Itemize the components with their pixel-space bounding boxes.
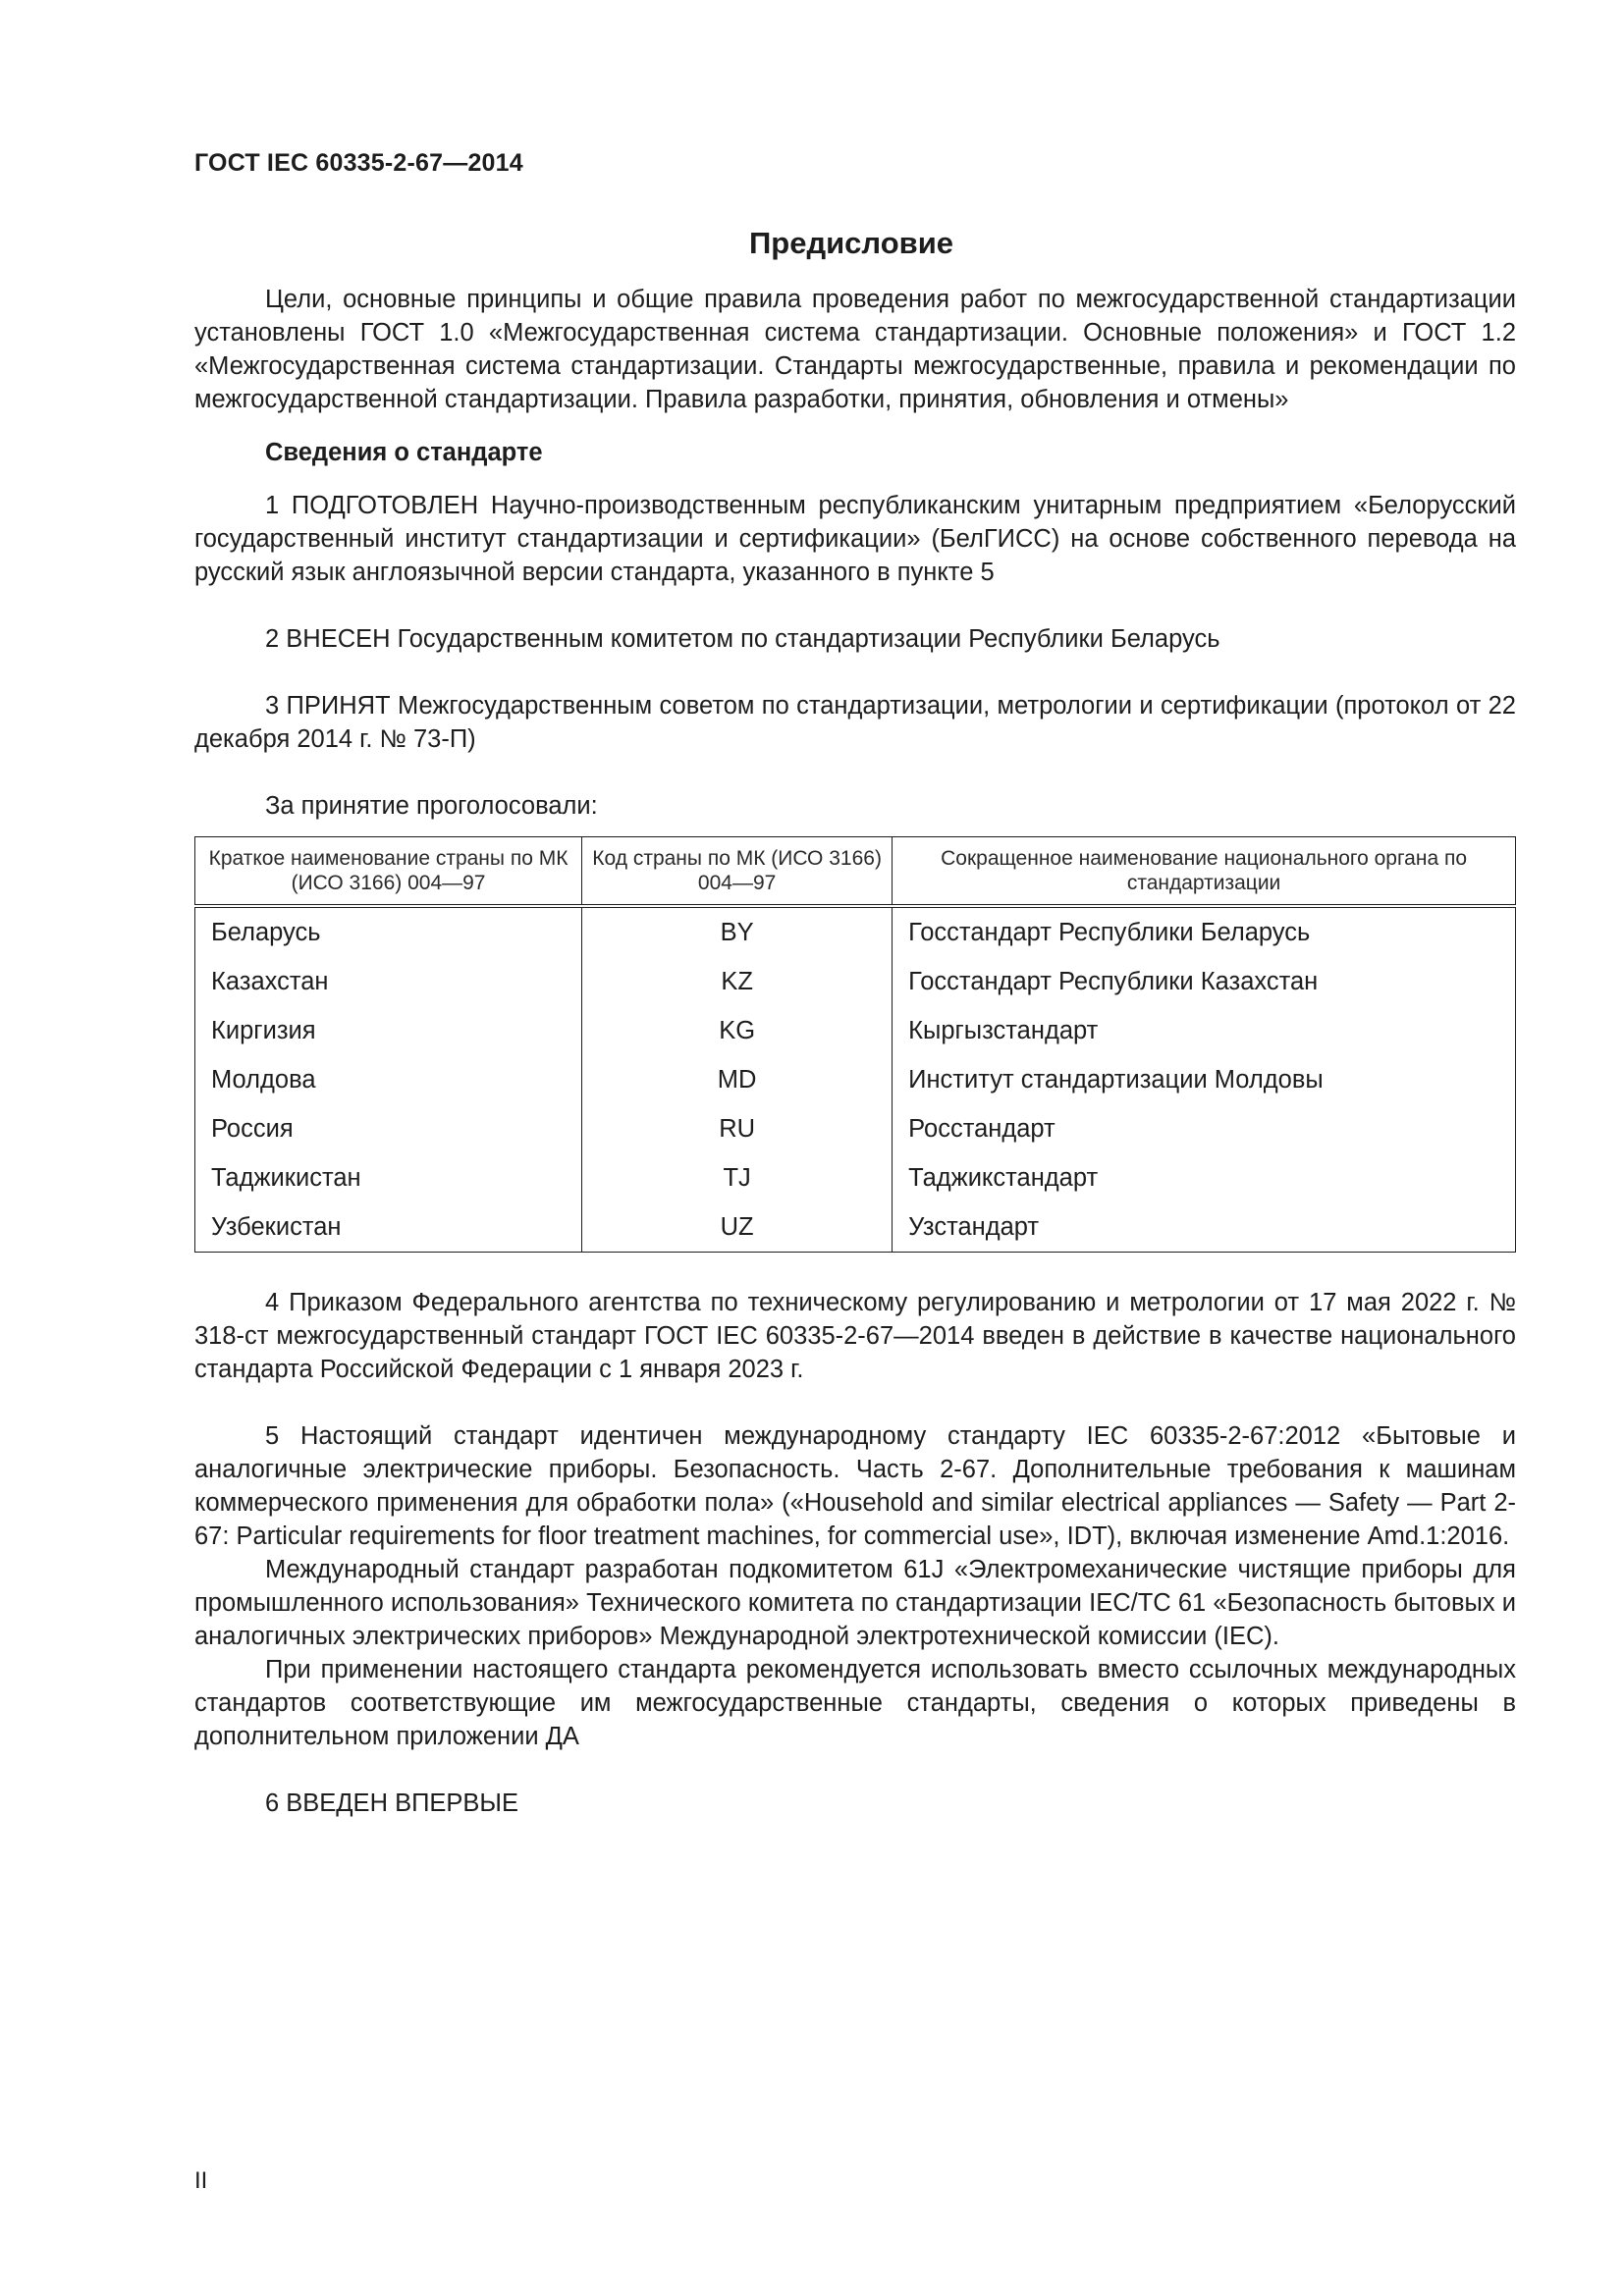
authority-cell: Институт стандартизации Молдовы (893, 1055, 1516, 1104)
column-header-country: Краткое наименование страны по МК (ИСО 3166) 004—97 (195, 837, 582, 907)
country-code-cell: MD (582, 1055, 893, 1104)
authority-cell: Узстандарт (893, 1202, 1516, 1253)
item-1-paragraph: 1 ПОДГОТОВЛЕН Научно-производственным республиканским унитарным предприятием «Белорусский государственный институт стандартизации и сертификации» (БелГИСС) на основе собственного перевода на русский язык англоязычной версии стандарта, указанного в пункте 5 (194, 492, 1516, 586)
country-cell: Киргизия (195, 1006, 582, 1055)
table-row (195, 1006, 1516, 1055)
table-row (195, 906, 1516, 957)
authority-cell: Росстандарт (893, 1104, 1516, 1153)
column-header-authority: Сокращенное наименование национального органа по стандартизации (893, 837, 1516, 907)
item-6-paragraph: 6 ВВЕДЕН ВПЕРВЫЕ (265, 1789, 519, 1817)
preface-content (194, 283, 1516, 1820)
table-row (195, 1153, 1516, 1202)
voted-label: За принятие проголосовали: (265, 792, 598, 820)
page-number: II (194, 2167, 208, 2194)
country-code-cell: KG (582, 1006, 893, 1055)
item-5-reference-paragraph: При применении настоящего стандарта рекомендуется использовать вместо ссылочных международных стандартов соответствующие им межгосударственные стандарты, сведения о которых приведены в дополнительном приложении ДА (194, 1656, 1516, 1750)
country-code-cell: RU (582, 1104, 893, 1153)
authority-cell: Госстандарт Республики Казахстан (893, 957, 1516, 1006)
country-cell: Россия (195, 1104, 582, 1153)
country-cell: Беларусь (195, 906, 582, 957)
table-row (195, 1202, 1516, 1253)
authority-cell: Госстандарт Республики Беларусь (893, 906, 1516, 957)
table-row (195, 1055, 1516, 1104)
country-code-cell: KZ (582, 957, 893, 1006)
item-4-paragraph: 4 Приказом Федерального агентства по техническому регулированию и метрологии от 17 мая 2022 г. № 318-ст межгосударственный стандарт ГОСТ IEC 60335-2-67—2014 введен в действие в качестве национального стандарта Российской Федерации с 1 января 2023 г. (194, 1289, 1516, 1383)
country-code-cell: BY (582, 906, 893, 957)
authority-cell: Кыргызстандарт (893, 1006, 1516, 1055)
country-cell: Казахстан (195, 957, 582, 1006)
authority-cell: Таджикстандарт (893, 1153, 1516, 1202)
intro-paragraph: Цели, основные принципы и общие правила проведения работ по межгосударственной стандартизации установлены ГОСТ 1.0 «Межгосударственная система стандартизации. Основные положения» и ГОСТ 1.2 «Межгосударственная система стандартизации. Стандарты межгосударственные, правила и рекомендации по межгосударственной стандартизации. Правила разработки, принятия, обновления и отмены» (194, 286, 1516, 413)
document-code: ГОСТ IEC 60335-2-67—2014 (194, 149, 523, 177)
table-row (195, 1104, 1516, 1153)
country-cell: Таджикистан (195, 1153, 582, 1202)
country-code-cell: TJ (582, 1153, 893, 1202)
item-5-committee-paragraph: Международный стандарт разработан подкомитетом 61J «Электромеханические чистящие приборы для промышленного использования» Технического комитета по стандартизации IEC/TC 61 «Безопасность бытовых и аналогичных электрических приборов» Международной электротехнической комиссии (IEC). (194, 1556, 1516, 1650)
item-5-paragraph: 5 Настоящий стандарт идентичен международному стандарту IEC 60335-2-67:2012 «Бытовые и аналогичные электрические приборы. Безопасность. Часть 2-67. Дополнительные требования к машинам коммерческого применения для обработки пола» («Household and similar electrical appliances — Safety — Part 2-67: Particular requirements for floor treatment machines, for commercial use», IDT), включая изменение Amd.1:2016. (194, 1422, 1516, 1550)
section-heading: Сведения о стандарте (265, 439, 543, 466)
country-code-cell: UZ (582, 1202, 893, 1253)
table-header-row (195, 837, 1516, 907)
table-row (195, 957, 1516, 1006)
voting-countries-table (194, 836, 1516, 1253)
item-3-paragraph: 3 ПРИНЯТ Межгосударственным советом по стандартизации, метрологии и сертификации (протокол от 22 декабря 2014 г. № 73-П) (194, 692, 1516, 753)
country-cell: Узбекистан (195, 1202, 582, 1253)
country-cell: Молдова (195, 1055, 582, 1104)
item-2-paragraph: 2 ВНЕСЕН Государственным комитетом по стандартизации Республики Беларусь (265, 625, 1220, 653)
page-title: Предисловие (748, 226, 953, 260)
column-header-code: Код страны по МК (ИСО 3166) 004—97 (582, 837, 893, 907)
